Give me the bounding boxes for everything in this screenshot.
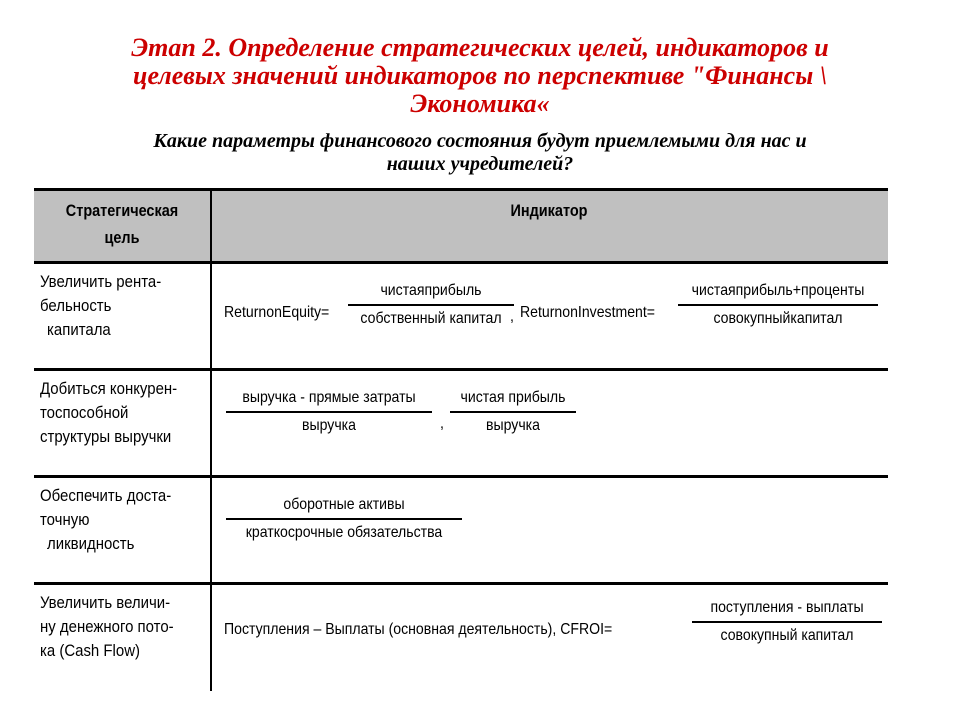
slide-subtitle <box>40 130 920 176</box>
goal-cell <box>40 591 208 663</box>
fraction <box>678 282 878 328</box>
fraction-numerator: выручка - прямые затраты <box>242 389 416 406</box>
table-row <box>34 371 888 478</box>
column-divider <box>210 585 212 691</box>
table-row <box>34 478 888 585</box>
header-goal-line-2: цель <box>104 228 140 247</box>
column-divider <box>210 478 212 582</box>
fraction-denominator: выручка <box>486 417 540 434</box>
goal-line: тоспособной <box>40 403 129 422</box>
subtitle-line-2: наших учредителей? <box>386 153 574 175</box>
goal-cell <box>40 270 208 342</box>
column-divider <box>210 371 212 475</box>
fraction <box>450 389 576 435</box>
slide-title <box>40 34 920 118</box>
fraction <box>692 599 882 645</box>
column-divider <box>210 191 212 261</box>
formula-prefix: Поступления – Выплаты (основная деятельность), CFROI= <box>224 621 613 638</box>
goal-line: капитала <box>47 320 111 339</box>
goal-line: бельность <box>40 296 112 315</box>
title-line-1: Этап 2. Определение стратегических целей, индикаторов и <box>131 33 829 62</box>
fraction-denominator: совокупный капитал <box>720 627 854 644</box>
column-divider <box>210 264 212 368</box>
subtitle-line-1: Какие параметры финансового состояния будут приемлемыми для нас и <box>153 130 807 152</box>
fraction <box>348 282 514 328</box>
goal-line: структуры выручки <box>40 427 172 446</box>
fraction-denominator: собственный капитал <box>360 310 502 327</box>
goal-line: Увеличить величи- <box>40 593 171 612</box>
fraction-numerator: чистаяприбыль <box>380 282 482 299</box>
indicators-table <box>34 188 888 691</box>
goal-line: точную <box>40 510 90 529</box>
fraction-bar <box>678 304 878 306</box>
formula-prefix: ReturnonInvestment= <box>520 304 656 321</box>
fraction <box>226 496 462 542</box>
formula-separator: , <box>510 308 514 325</box>
formula-prefix: ReturnonEquity= <box>224 304 330 321</box>
formula-separator: , <box>440 415 444 432</box>
fraction-bar <box>226 518 462 520</box>
fraction-bar <box>450 411 576 413</box>
goal-line: Обеспечить доста- <box>40 486 172 505</box>
title-line-2: целевых значений индикаторов по перспективе "Финансы \ <box>133 61 827 90</box>
goal-line: ну денежного пото- <box>40 617 174 636</box>
goal-line: Увеличить рента- <box>40 272 162 291</box>
fraction-denominator: краткосрочные обязательства <box>245 524 443 541</box>
fraction-bar <box>692 621 882 623</box>
table-row <box>34 264 888 371</box>
fraction-numerator: поступления - выплаты <box>710 599 864 616</box>
indicator-cell <box>216 264 888 368</box>
table-header <box>34 188 888 264</box>
header-indicator: Индикатор <box>510 201 588 220</box>
fraction-bar <box>348 304 514 306</box>
header-goal-line-1: Стратегическая <box>65 201 179 220</box>
indicator-cell <box>216 478 888 582</box>
indicator-cell <box>216 585 888 691</box>
fraction-numerator: чистая прибыль <box>460 389 566 406</box>
goal-line: ликвидность <box>47 534 135 553</box>
fraction-numerator: оборотные активы <box>283 496 405 513</box>
fraction-denominator: совокупныйкапитал <box>713 310 843 327</box>
goal-cell <box>40 377 208 449</box>
fraction <box>226 389 432 435</box>
indicator-cell <box>216 371 888 475</box>
table-row <box>34 585 888 691</box>
goal-line: Добиться конкурен- <box>40 379 178 398</box>
header-goal <box>47 197 197 251</box>
goal-cell <box>40 484 208 556</box>
fraction-numerator: чистаяприбыль+проценты <box>691 282 865 299</box>
fraction-bar <box>226 411 432 413</box>
title-line-3: Экономика« <box>410 89 550 118</box>
fraction-denominator: выручка <box>302 417 356 434</box>
goal-line: ка (Cash Flow) <box>40 641 140 660</box>
